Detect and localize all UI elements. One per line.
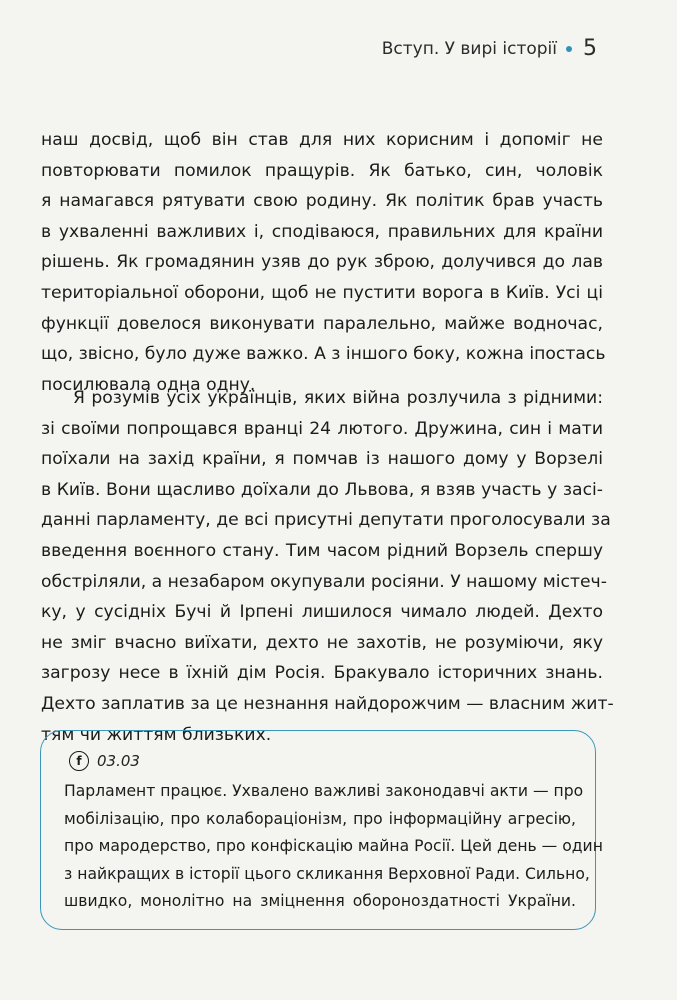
text-line: територіальної оборони, щоб не пустити ворога в Київ. Усі ці	[41, 282, 603, 303]
note-line: швидко, монолітно на зміцнення обороноздатності України.	[64, 892, 576, 911]
text-line: не зміг вчасно виїхати, дехто не захотів, не розуміючи, яку	[41, 632, 603, 653]
text-line: Дехто заплатив за це незнання найдорожчим — власним жит-	[41, 693, 614, 714]
text-line: в ухваленні важливих і, сподіваюся, правильних для країни	[41, 221, 603, 242]
text-line: Я розумів усіх українців, яких війна розлучила з рідними:	[73, 388, 603, 408]
text-line: зі своїми попрощався вранці 24 лютого. Дружина, син і мати	[41, 418, 603, 439]
text-line: я намагався рятувати свою родину. Як політик брав участь	[41, 191, 603, 212]
text-line: обстріляли, а незабаром окупували росіяни. У нашому містеч-	[41, 571, 607, 592]
note-line: про мародерство, про конфіскацію майна Росії. Цей день — один	[64, 837, 603, 856]
running-header	[382, 36, 597, 61]
text-line: що, звісно, було дуже важко. А з іншого боку, кожна іпостась	[41, 344, 606, 365]
text-line: рішень. Як громадянин узяв до рук зброю, долучився до лав	[41, 252, 603, 273]
note-header	[69, 751, 140, 771]
text-line: функції довелося виконувати паралельно, майже водночас,	[41, 313, 603, 334]
text-line: наш досвід, щоб він став для них корисним і допоміг не	[41, 130, 603, 150]
text-line: посилювала одна одну.	[41, 374, 256, 395]
note-body	[64, 778, 603, 916]
text-line: повторювати помилок пращурів. Як батько, син, чоловік	[41, 160, 603, 181]
text-line: поїхали на захід країни, я помчав із нашого дому у Ворзелі	[41, 449, 603, 470]
note-line: мобілізацію, про колабораціонізм, про інформаційну агресію,	[64, 809, 576, 828]
note-line: з найкращих в історії цього скликання Верховної Ради. Сильно,	[64, 864, 590, 883]
page-number: 5	[583, 36, 597, 61]
chapter-title: Вступ. У вирі історії	[381, 38, 557, 59]
text-line: тям чи життям близьких.	[41, 724, 272, 745]
paragraph-1	[41, 125, 606, 400]
facebook-icon: f	[69, 751, 89, 771]
bullet-dot	[566, 46, 572, 52]
facebook-post-callout	[40, 730, 603, 930]
text-line: ку, у сусідніх Бучі й Ірпені лишилося чимало людей. Дехто	[41, 602, 603, 623]
paragraph-2	[41, 383, 614, 750]
note-line: Парламент працює. Ухвалено важливі законодавчі акти — про	[64, 782, 584, 800]
text-line: в Київ. Вони щасливо доїхали до Львова, я взяв участь у засі-	[41, 479, 603, 500]
text-line: загрозу несе в їхній дім Росія. Бракувало історичних знань.	[41, 663, 603, 684]
note-date: 03.03	[97, 752, 140, 770]
text-line: введення воєнного стану. Тим часом рідний Ворзель спершу	[41, 540, 603, 561]
text-line: данні парламенту, де всі присутні депутати проголосували за	[41, 510, 611, 531]
